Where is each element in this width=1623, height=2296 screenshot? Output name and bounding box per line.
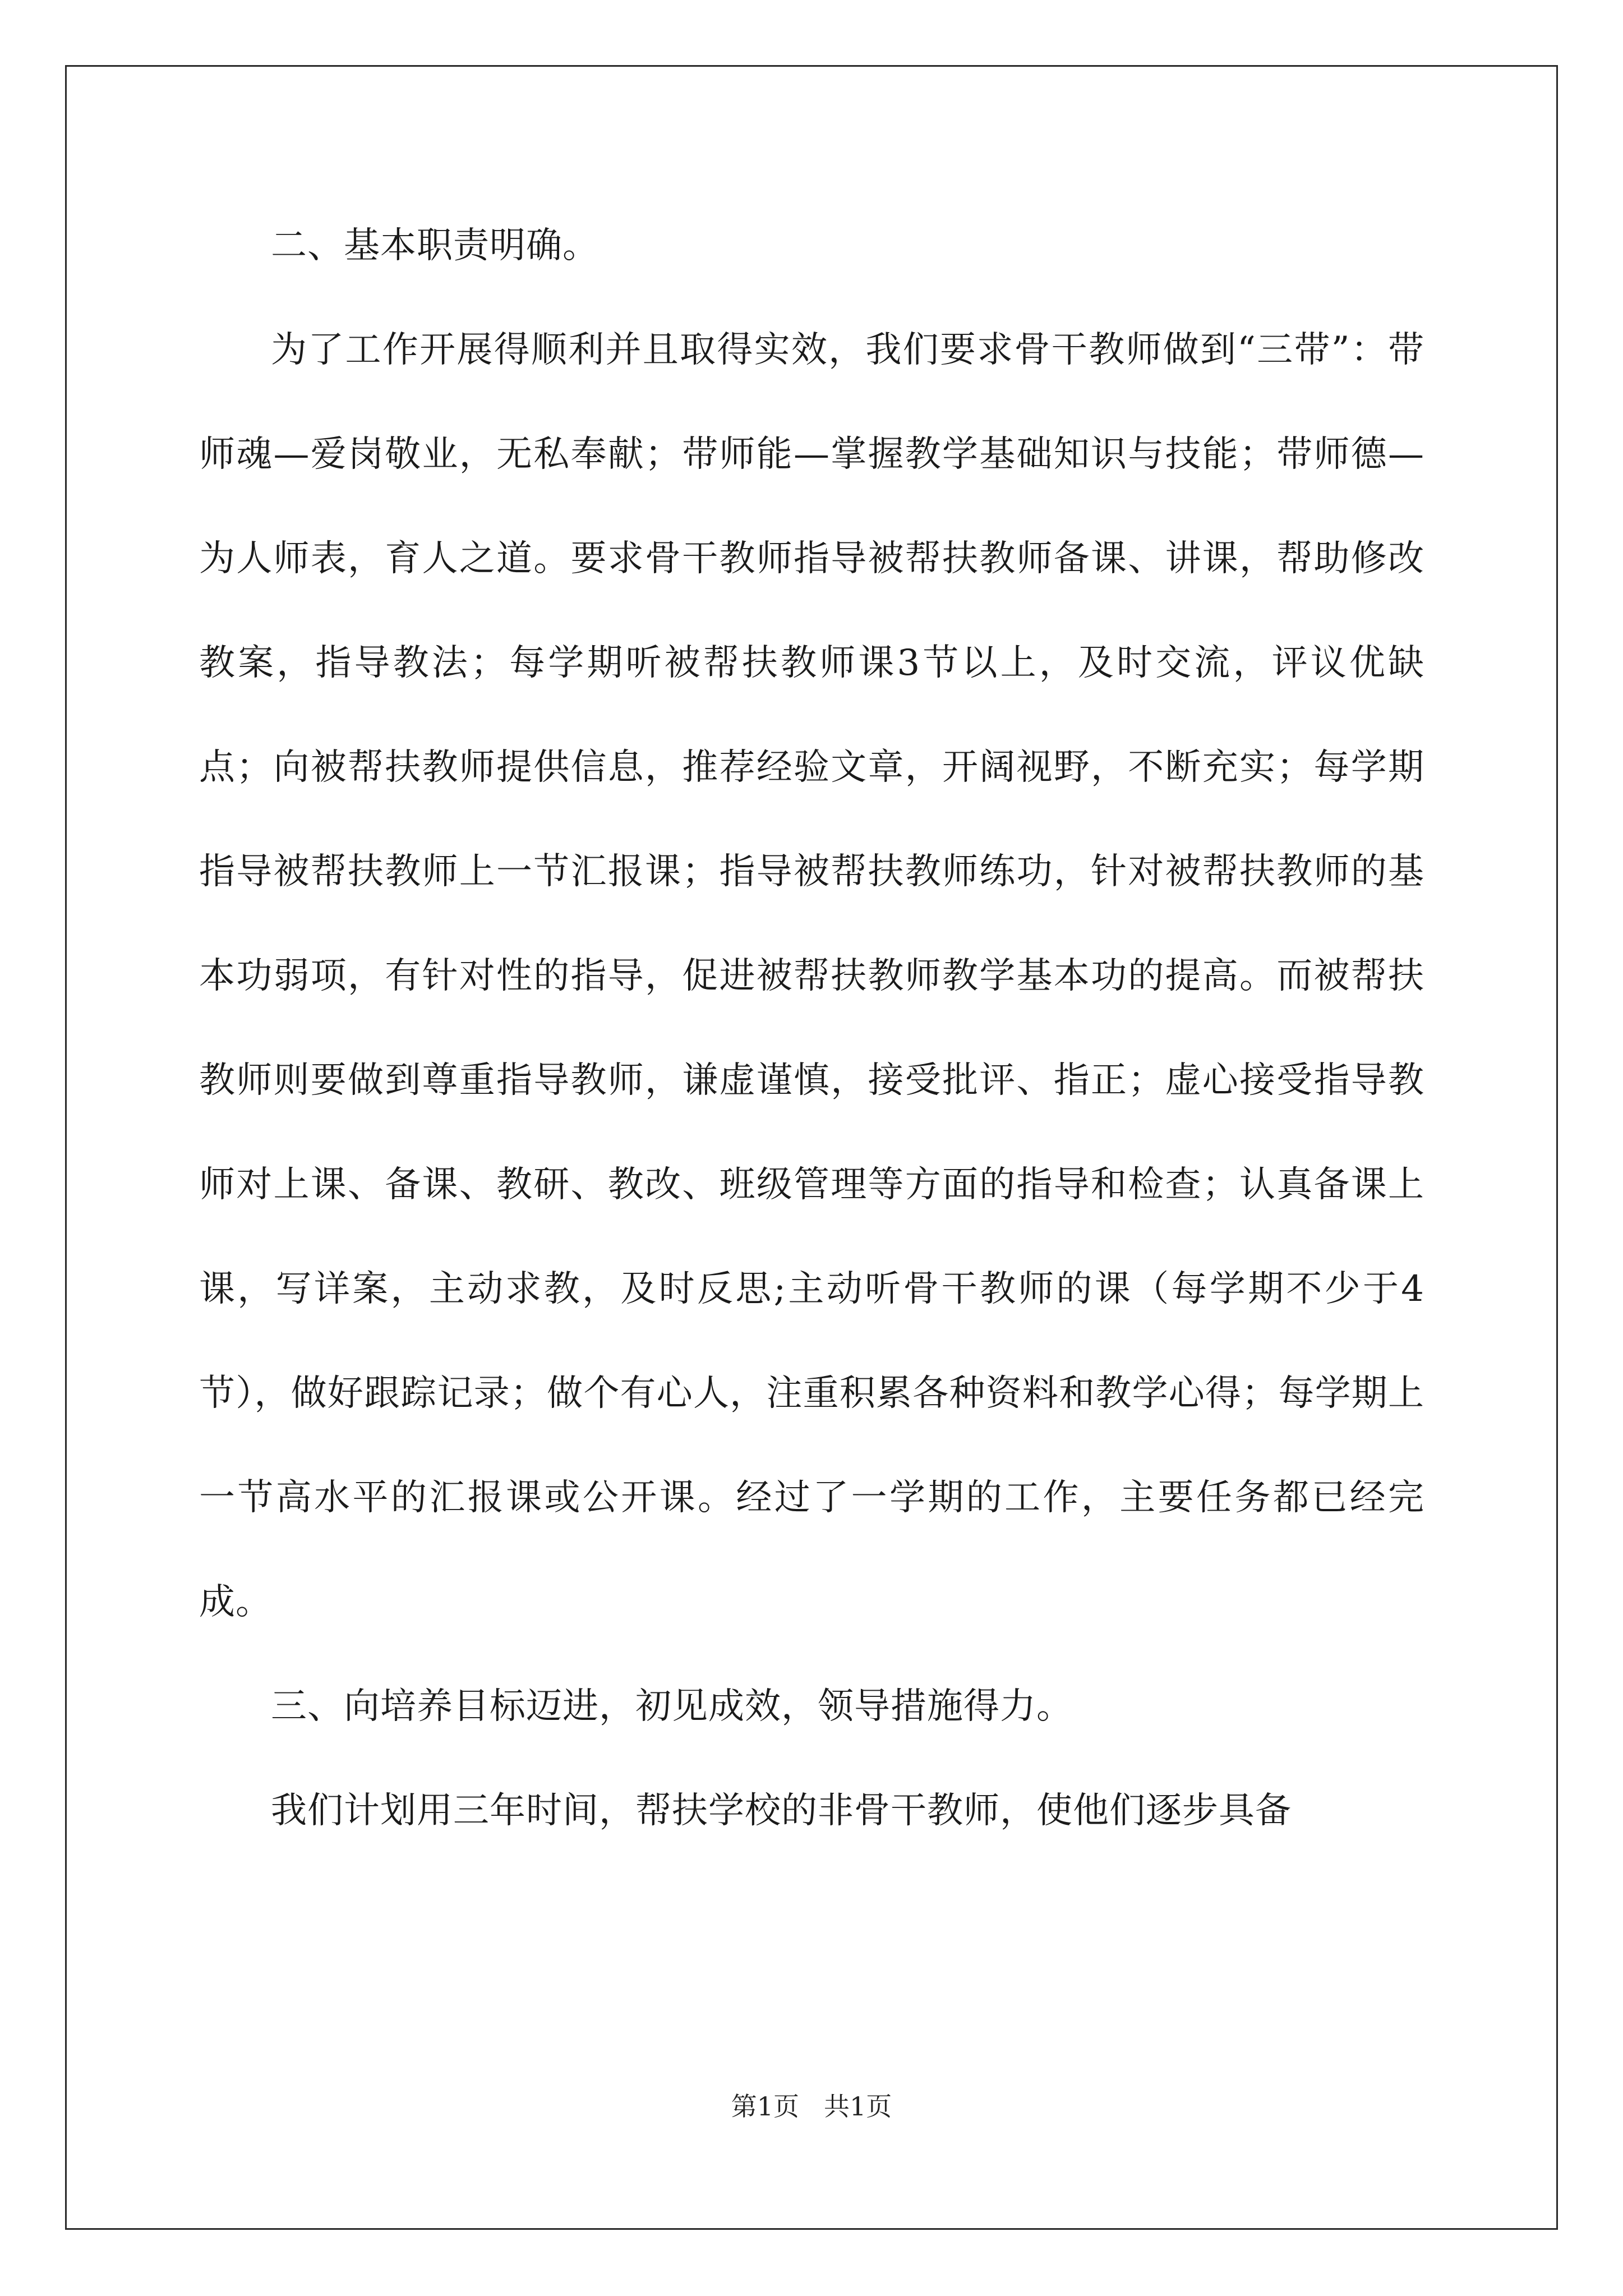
page-number: 第1页 [731,2091,800,2122]
paragraph-plan: 我们计划用三年时间，帮扶学校的非骨干教师，使他们逐步具备 [271,1790,1292,1832]
document-body [199,194,1424,1863]
paragraph-section-two-heading: 二、基本职责明确。 [271,225,599,266]
page-total: 共1页 [823,2091,892,2122]
page-footer [0,2090,1623,2123]
paragraph-duties: 为了工作开展得顺利并且取得实效，我们要求骨干教师做到“三带”：带师魂—爱岗敬业，无私奉献；带师能—掌握教学基础知识与技能；带师德—为人师表，育人之道。要求骨干教师指导被帮扶教师备课、讲课，帮助修改教案，指导教法；每学期听被帮扶教师课3节以上，及时交流，评议优缺点；向被帮扶教师提供信息，推荐经验文章，开阔视野，不断充实；每学期指导被帮扶教师上一节汇报课；指导被帮扶教师练功，针对被帮扶教师的基本功弱项，有针对性的指导，促进被帮扶教师教学基本功的提高。而被帮扶教师则要做到尊重指导教师，谦虚谨慎，接受批评、指正；虚心接受指导教师对上课、备课、教研、教改、班级管理等方面的指导和检查；认真备课上课，写详案，主动求教，及时反思;主动听骨干教师的课（每学期不少于4节），做好跟踪记录；做个有心人，注重积累各种资料和教学心得；每学期上一节高水平的汇报课或公开课。经过了一学期的工作，主要任务都已经完成。 [199,329,1424,1623]
paragraph-section-three-heading: 三、向培养目标迈进，初见成效，领导措施得力。 [271,1686,1073,1727]
